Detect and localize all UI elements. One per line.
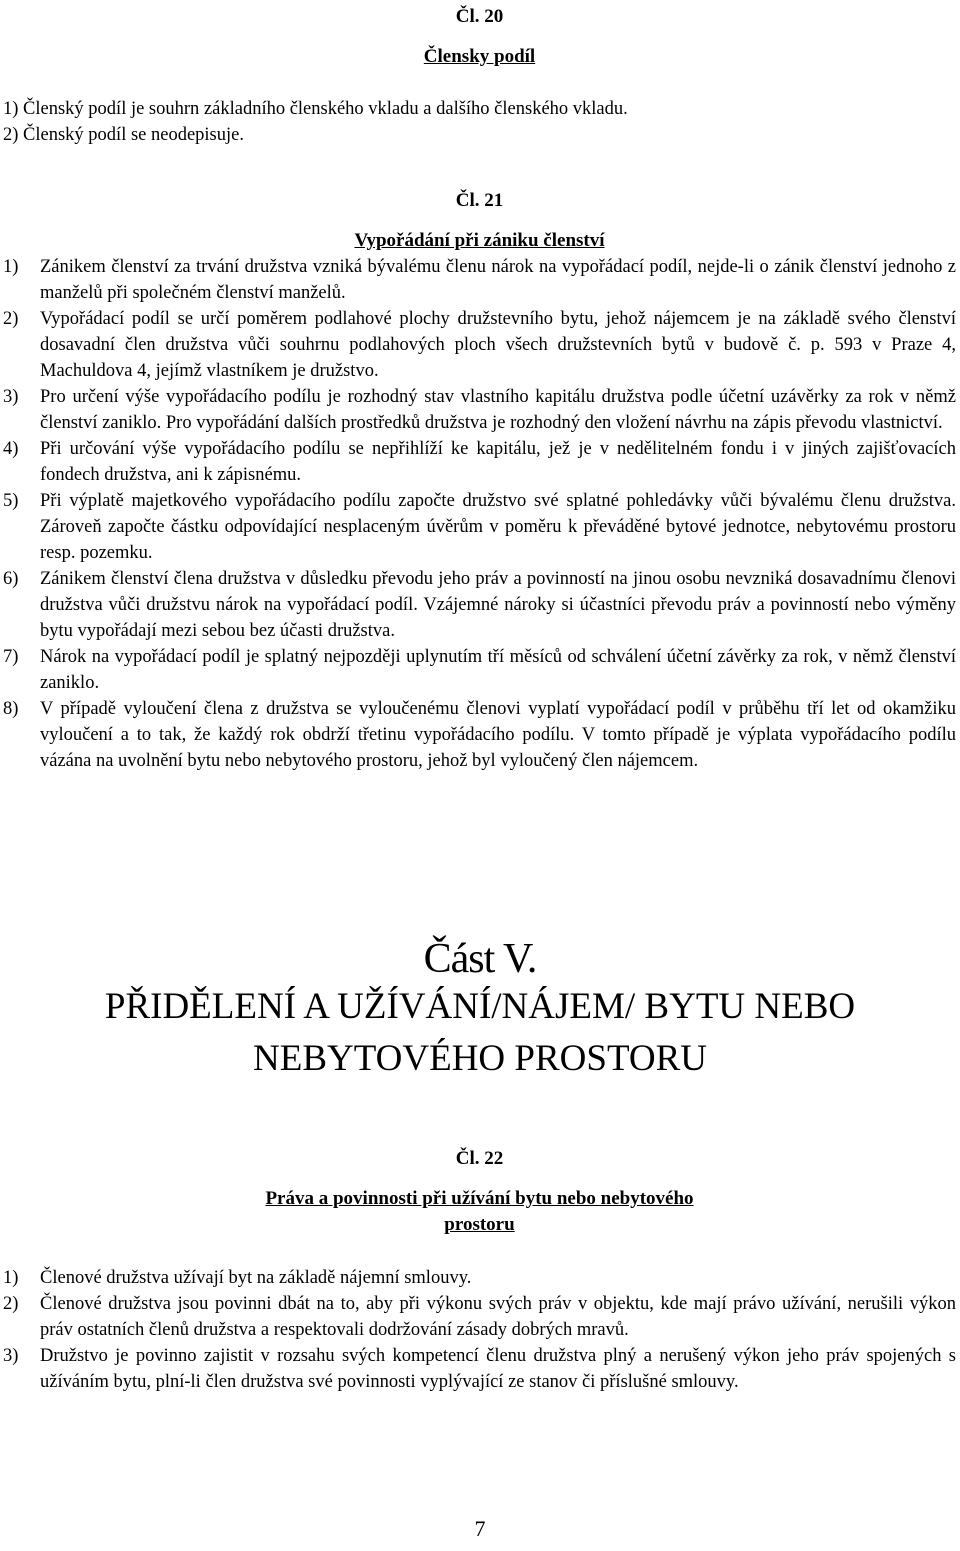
list-item	[3, 566, 956, 644]
item-text: Členové družstva užívají byt na základě nájemní smlouvy.	[40, 1268, 472, 1288]
item-text: Zánikem členství za trvání družstva vzniká bývalému členu nárok na vypořádací podíl, nejde-li o zánik členství jednoho z manželů při společném členství manželů.	[40, 257, 956, 303]
list-item	[3, 1265, 956, 1291]
article-21-body	[3, 254, 956, 774]
item-number: 1)	[3, 1268, 19, 1288]
article-22-title-line-1: Práva a povinnosti při užívání bytu nebo nebytového	[265, 1188, 694, 1209]
item-number: 5)	[3, 491, 19, 511]
list-item	[3, 306, 956, 384]
article-20-number: Čl. 20	[455, 6, 504, 27]
item-number: 4)	[3, 439, 19, 459]
article-22-number: Čl. 22	[455, 1148, 504, 1169]
item-text: Družstvo je povinno zajistit v rozsahu svých kompetencí členu družstva plný a nerušený výkon jeho práv spojených s užíváním bytu, plní-li člen družstva své povinnosti vyplývající ze stanov či příslušné smlouvy.	[40, 1346, 956, 1392]
item-text: Vypořádací podíl se určí poměrem podlahové plochy družstevního bytu, jehož nájemcem je na základě svého členství dosavadní člen družstva vůči souhrnu podlahových ploch všech družstevních bytů v budově č. p. 593 v Praze 4, Machuldova 4, jejímž vlastníkem je družstvo.	[40, 309, 956, 381]
article-20-header	[3, 4, 956, 70]
article-22-title	[3, 1186, 956, 1238]
item-text: Členové družstva jsou povinni dbát na to, aby při výkonu svých práv v objektu, kde mají právo užívání, nerušili výkon práv ostatních členů družstva a respektovali dodržování zásady dobrých mravů.	[40, 1294, 956, 1340]
item-text: Při určování výše vypořádacího podílu se nepřihlíží ke kapitálu, jež je v nedělitelném fondu i v jiných zajišťovacích fondech družstva, ani k zápisnému.	[40, 439, 956, 485]
list-item	[3, 696, 956, 774]
list-item	[3, 1291, 956, 1343]
list-item	[3, 436, 956, 488]
part-heading-line-1: PŘIDĚLENÍ A UŽÍVÁNÍ/NÁJEM/ BYTU NEBO	[104, 986, 856, 1027]
item-text: Nárok na vypořádací podíl je splatný nejpozději uplynutím tří měsíců od schválení účetní závěrky za rok, v němž členství zaniklo.	[40, 647, 956, 693]
item-number: 3)	[3, 1346, 19, 1366]
article-20-title: Člensky podíl	[423, 46, 536, 67]
article-20-item-1: 1) Členský podíl je souhrn základního členského vkladu a dalšího členského vkladu.	[3, 99, 628, 119]
item-text: Pro určení výše vypořádacího podílu je rozhodný stav vlastního kapitálu družstva podle účetní uzávěrky za rok v němž členství zaniklo. Pro vypořádání dalších prostředků družstva je rozhodný den vložení návrhu na zápis převodu vlastnictví.	[40, 387, 956, 433]
item-number: 1)	[3, 257, 19, 277]
part-heading-line-2: NEBYTOVÉHO PROSTORU	[253, 1038, 707, 1079]
page-number: 7	[474, 1516, 486, 1541]
list-item	[3, 644, 956, 696]
article-22-title-line-2: prostoru	[444, 1214, 515, 1235]
list-item	[3, 1343, 956, 1395]
item-number: 2)	[3, 309, 19, 329]
item-text: Při výplatě majetkového vypořádacího podílu započte družstvo své splatné pohledávky vůči bývalému členu družstva. Zároveň započte částku odpovídající nesplaceným úvěrům v poměru k převáděné bytové jednotce, nebytovému prostoru resp. pozemku.	[40, 491, 956, 563]
article-20-body	[3, 96, 956, 148]
article-20-item-2: 2) Členský podíl se neodepisuje.	[3, 125, 244, 145]
article-22-header	[3, 1146, 956, 1238]
item-number: 7)	[3, 647, 19, 667]
item-number: 2)	[3, 1294, 19, 1314]
part-title: Část V.	[423, 936, 537, 982]
article-21-header	[3, 188, 956, 254]
article-21-title: Vypořádání při zániku členství	[354, 230, 605, 251]
article-21-number: Čl. 21	[455, 190, 504, 211]
article-22-body	[3, 1265, 956, 1395]
list-item	[3, 384, 956, 436]
item-text: V případě vyloučení člena z družstva se vyloučenému členovi vyplatí vypořádací podíl v průběhu tří let od okamžiku vyloučení a to tak, že každý rok obdrží třetinu vypořádacího podílu. V tomto případě je výplata vypořádacího podílu vázána na uvolnění bytu nebo nebytového prostoru, jehož byl vyloučený člen nájemcem.	[40, 699, 956, 771]
item-number: 8)	[3, 699, 19, 719]
item-text: Zánikem členství člena družstva v důsledku převodu jeho práv a povinností na jinou osobu nevzniká dosavadnímu členovi družstva vůči družstvu nárok na vypořádací podíl. Vzájemné nároky si účastníci převodu práv a povinností nebo výměny bytu vypořádají mezi sebou bez účasti družstva.	[40, 569, 956, 641]
list-item	[3, 488, 956, 566]
item-number: 3)	[3, 387, 19, 407]
list-item	[3, 254, 956, 306]
item-number: 6)	[3, 569, 19, 589]
